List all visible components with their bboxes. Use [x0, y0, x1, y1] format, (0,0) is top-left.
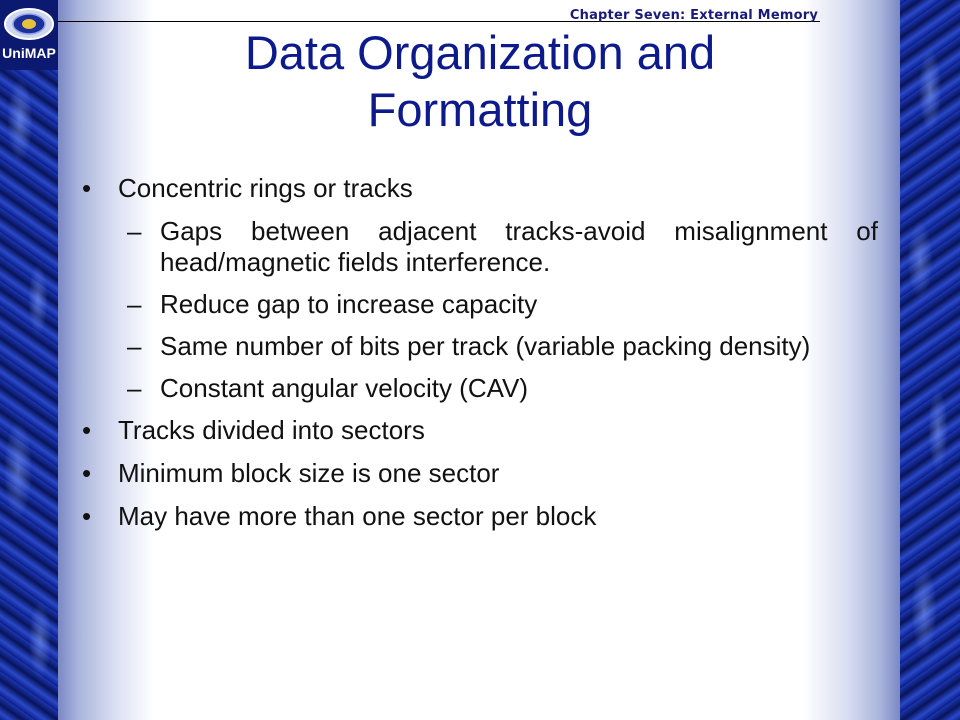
bullet-marker: •	[82, 173, 92, 203]
slide-title-line-2: Formatting	[367, 83, 593, 136]
bullet-text: Concentric rings or tracks	[118, 173, 413, 203]
slide-title-line-1: Data Organization and	[244, 26, 716, 79]
sub-bullet-item	[80, 216, 880, 278]
sub-bullet-item	[80, 373, 880, 404]
university-logo	[0, 0, 58, 70]
bullet-text: Tracks divided into sectors	[118, 415, 425, 445]
bullet-item	[80, 173, 880, 204]
sub-bullet-marker: –	[127, 216, 142, 246]
sub-bullet-marker: –	[127, 289, 142, 319]
chapter-label: Chapter Seven: External Memory	[569, 8, 818, 23]
sub-bullet-text: Constant angular velocity (CAV)	[160, 373, 529, 403]
bullet-list	[80, 173, 880, 544]
right-decorative-border	[900, 0, 960, 720]
sub-bullet-text: Reduce gap to increase capacity	[160, 289, 538, 319]
sub-bullet-item	[80, 331, 880, 362]
sub-bullet-item	[80, 289, 880, 320]
sub-bullet-marker: –	[127, 331, 142, 361]
left-decorative-border	[0, 0, 58, 720]
bullet-marker: •	[82, 415, 92, 445]
logo-text: UniMAP	[2, 45, 56, 61]
bullet-item	[80, 415, 880, 446]
bullet-marker: •	[82, 458, 92, 488]
bullet-text: Minimum block size is one sector	[118, 458, 500, 488]
bullet-text: May have more than one sector per block	[118, 501, 597, 531]
bullet-marker: •	[82, 501, 92, 531]
bullet-item	[80, 501, 880, 532]
slide-title	[150, 24, 810, 138]
sub-bullet-marker: –	[127, 373, 142, 403]
sub-bullet-text: Same number of bits per track (variable packing density)	[160, 331, 811, 361]
sub-bullet-text: Gaps between adjacent tracks-avoid misalignment of head/magnetic fields interference.	[160, 216, 878, 277]
bullet-item	[80, 458, 880, 489]
